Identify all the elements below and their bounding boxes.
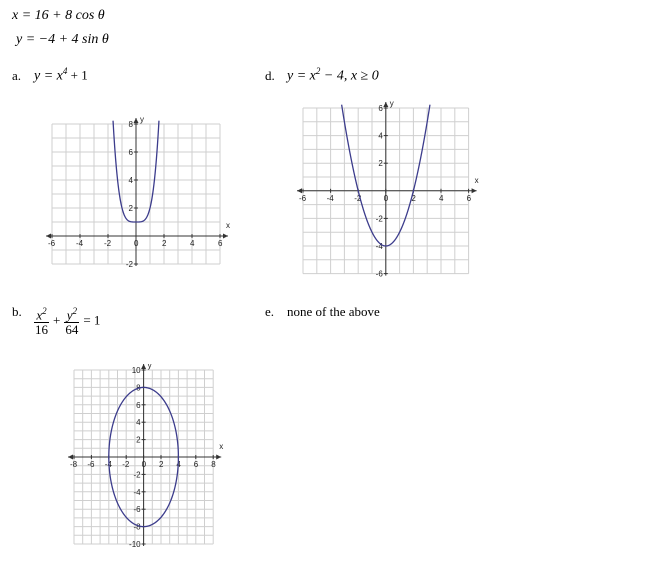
- graph-b-x-tick-label: 6: [193, 460, 199, 469]
- graph-a-x-tick-label: 6: [218, 239, 223, 248]
- graph-d-x-tick-label: 2: [411, 193, 416, 203]
- graph-d-y-tick-label: -2: [375, 214, 383, 224]
- graph-d-y-tick-label: 4: [378, 131, 383, 141]
- graph-d-x-arrow: [472, 188, 477, 193]
- graph-b-y-label: y: [147, 364, 152, 370]
- option-b-frac1-numerator: $x^2$: [34, 304, 49, 323]
- graph-d-x-arrow-left: [297, 188, 302, 193]
- graph-b-y-tick-label: 6: [136, 400, 141, 410]
- graph-d-x-tick-label: 0: [383, 193, 389, 203]
- graph-d-x-tick-label: -6: [299, 193, 307, 203]
- option-a-equation: [34, 66, 88, 85]
- option-b-rhs: = 1: [83, 312, 101, 328]
- graph-b-x-tick-label: 0: [141, 460, 147, 469]
- graph-d-y-tick-label: 2: [378, 159, 383, 169]
- graph-a-x-label: x: [226, 221, 230, 230]
- option-a-eq-text: y = x: [34, 68, 63, 84]
- graph-a-y-label: y: [140, 115, 144, 124]
- option-b-frac2-numerator: $y^2$: [64, 304, 79, 323]
- graph-d-y-label: y: [389, 99, 394, 108]
- option-e-letter: e.: [265, 304, 275, 319]
- graph-d-x-tick-label: 4: [439, 193, 444, 203]
- graph-b-x-label: x: [219, 442, 224, 451]
- option-b-letter: b.: [12, 304, 22, 319]
- graph-a-x-arrow: [223, 234, 228, 239]
- option-d-eq-tail: − 4, x ≥ 0: [320, 68, 379, 84]
- option-d-letter: d.: [265, 68, 275, 83]
- graph-b-x-arrow-left: [68, 455, 73, 460]
- graph-b-y-tick-label: -4: [133, 487, 141, 497]
- option-b-frac2-denominator: 64: [65, 322, 79, 338]
- graph-d-x-tick-label: 6: [466, 193, 472, 203]
- parametric-x-equation: x = 16 + 8 cos θ: [12, 8, 105, 23]
- graph-b-y-tick-label: 4: [136, 418, 141, 428]
- graph-b-y-tick-label: 10: [131, 366, 141, 375]
- graph-b-y-tick-label: 2: [136, 435, 141, 445]
- graph-a-x-tick-label: -6: [48, 239, 56, 248]
- graph-d-y-tick-label: -4: [375, 242, 383, 251]
- graph-b-x-tick-label: -4: [104, 460, 112, 469]
- graph-b-x-tick-label: -6: [87, 460, 95, 469]
- graph-a-x-tick-label: -4: [76, 239, 84, 248]
- option-d-equation: [287, 66, 379, 85]
- option-b-frac1-denominator: 16: [35, 322, 48, 338]
- graph-a-y-tick-label: 8: [128, 120, 133, 129]
- option-b-equation: [34, 304, 100, 337]
- graph-b-y-tick-label: 8: [136, 383, 141, 393]
- option-b-plus: +: [53, 312, 61, 328]
- graph-b-x-tick-label: 2: [159, 460, 164, 469]
- graph-d-parabola: [283, 96, 495, 288]
- option-b-fraction-1: [34, 304, 49, 337]
- graph-a-x-arrow-left: [46, 234, 51, 239]
- graph-a-y-tick-label: 6: [128, 148, 133, 157]
- graph-d-y-tick-label: 6: [378, 104, 383, 113]
- graph-a-y-tick-label: -2: [125, 260, 133, 269]
- graph-d-y-arrow: [383, 102, 388, 107]
- graph-b-x-tick-label: -2: [122, 460, 130, 469]
- option-a-eq-tail: + 1: [67, 67, 88, 83]
- parametric-y-equation: y = −4 + 4 sin θ: [16, 32, 109, 47]
- graph-b-x-tick-label: 4: [176, 460, 181, 469]
- graph-b-ellipse: [56, 364, 226, 554]
- graph-d-y-tick-label: -6: [375, 269, 383, 279]
- graph-b-y-tick-label: -10: [129, 540, 141, 549]
- graph-a-quartic: [32, 114, 232, 274]
- graph-b-x-arrow: [216, 455, 221, 460]
- graph-b-x-tick-label: -8: [70, 460, 78, 469]
- option-a-exponent: 4: [62, 66, 68, 76]
- graph-d-x-tick-label: -4: [326, 193, 334, 203]
- graph-a-x-tick-label: 4: [190, 239, 195, 248]
- graph-b-y-tick-label: -6: [133, 505, 141, 515]
- option-d-exponent: 2: [315, 66, 321, 76]
- graph-b-x-tick-label: 8: [211, 460, 216, 469]
- graph-a-y-arrow: [134, 118, 139, 123]
- graph-b-y-tick-label: -8: [133, 522, 141, 532]
- graph-a-y-tick-label: 2: [128, 204, 133, 213]
- graph-b-y-arrow: [141, 364, 146, 369]
- option-a-letter: a.: [12, 68, 22, 83]
- graph-a-y-tick-label: 4: [128, 176, 133, 185]
- graph-b-y-tick-label: -2: [133, 470, 141, 480]
- graph-a-x-tick-label: -2: [104, 239, 112, 248]
- graph-a-x-tick-label: 0: [134, 239, 139, 248]
- option-e-text: none of the above: [287, 304, 380, 319]
- graph-a-x-tick-label: 2: [162, 239, 167, 248]
- option-b-fraction-2: [64, 304, 79, 337]
- graph-d-x-label: x: [474, 175, 479, 185]
- option-d-eq-text: y = x: [287, 68, 316, 84]
- graph-d-x-tick-label: -2: [354, 193, 362, 203]
